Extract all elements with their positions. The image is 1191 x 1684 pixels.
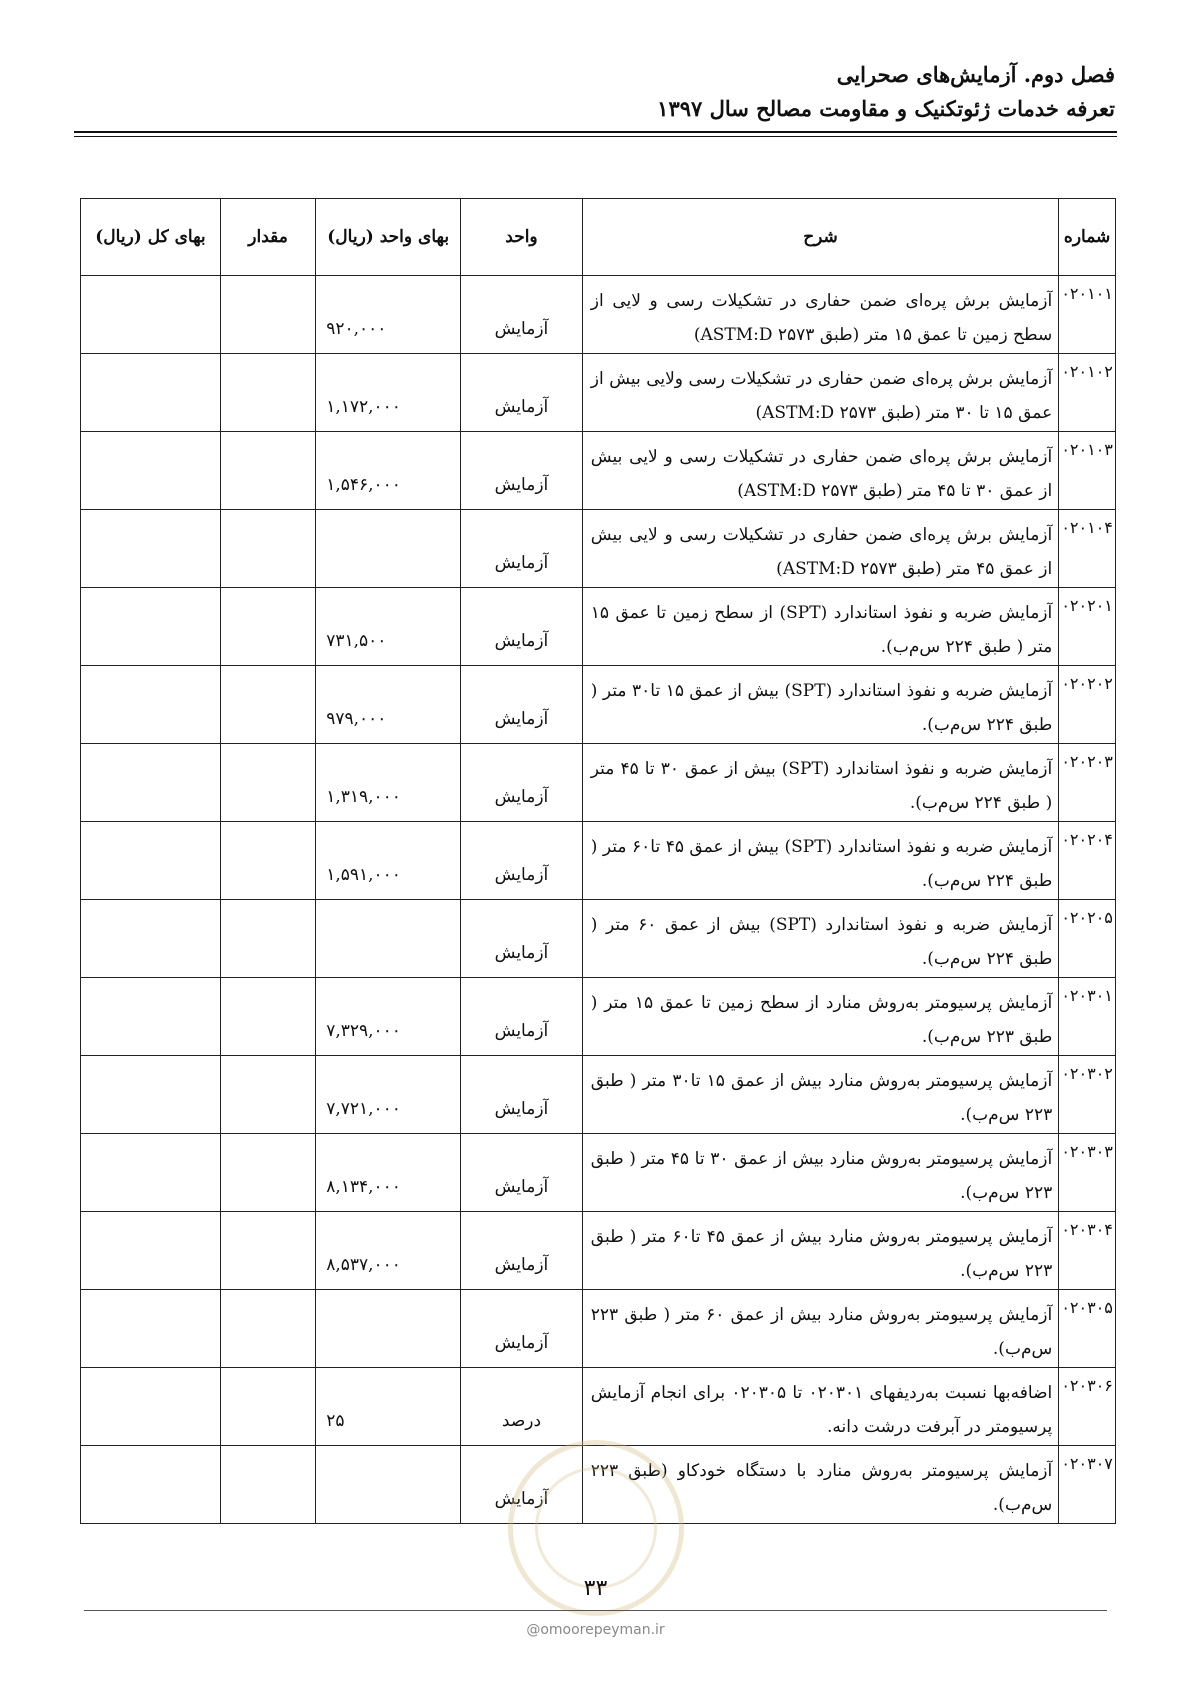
row-unit-price: ۷۳۱,۵۰۰ <box>316 588 461 666</box>
row-code: ۰۲۰۲۰۳ <box>1059 744 1116 822</box>
row-description: آزمایش برش پره‌ای ضمن حفاری در تشکیلات رسی و لایی بیش از عمق ۴۵ متر (طبق ASTM:D ۲۵۷۳) <box>582 510 1058 588</box>
row-code: ۰۲۰۱۰۳ <box>1059 432 1116 510</box>
row-unit: آزمایش <box>461 432 583 510</box>
footer-rule <box>84 1610 1107 1611</box>
row-unit: آزمایش <box>461 978 583 1056</box>
row-unit: آزمایش <box>461 1212 583 1290</box>
row-unit-price: ۱,۳۱۹,۰۰۰ <box>316 744 461 822</box>
row-quantity <box>220 822 315 900</box>
row-total-price <box>81 276 221 354</box>
row-unit: آزمایش <box>461 354 583 432</box>
row-unit-price: ۸,۵۳۷,۰۰۰ <box>316 1212 461 1290</box>
row-description: اضافه‌بها نسبت به‌ردیفهای ۰۲۰۳۰۱ تا ۰۲۰۳۰۵ برای انجام آزمایش پرسیومتر در آبرفت درشت دانه. <box>582 1368 1058 1446</box>
row-total-price <box>81 1212 221 1290</box>
row-total-price <box>81 978 221 1056</box>
header-rule-thin <box>74 136 1117 137</box>
row-description: آزمایش ضربه و نفوذ استاندارد (SPT) از سطح زمین تا عمق ۱۵ متر ( طبق ۲۲۴ س‌م‌ب). <box>582 588 1058 666</box>
row-unit-price: ۹۲۰,۰۰۰ <box>316 276 461 354</box>
row-description: آزمایش برش پره‌ای ضمن حفاری در تشکیلات رسی ولایی بیش از عمق ۱۵ تا ۳۰ متر (طبق ASTM:D ۲۵۷۳) <box>582 354 1058 432</box>
row-quantity <box>220 1368 315 1446</box>
row-quantity <box>220 1290 315 1368</box>
row-code: ۰۲۰۱۰۱ <box>1059 276 1116 354</box>
row-code: ۰۲۰۲۰۱ <box>1059 588 1116 666</box>
row-quantity <box>220 978 315 1056</box>
table-header-row <box>81 199 1116 276</box>
row-description: آزمایش ضربه و نفوذ استاندارد (SPT) بیش از عمق ۴۵ تا۶۰ متر ( طبق ۲۲۴ س‌م‌ب). <box>582 822 1058 900</box>
row-code: ۰۲۰۱۰۲ <box>1059 354 1116 432</box>
row-quantity <box>220 1212 315 1290</box>
table-row <box>81 744 1116 822</box>
row-unit-price <box>316 1446 461 1524</box>
row-total-price <box>81 666 221 744</box>
row-unit-price: ۷,۳۲۹,۰۰۰ <box>316 978 461 1056</box>
row-description: آزمایش ضربه و نفوذ استاندارد (SPT) بیش از عمق ۳۰ تا ۴۵ متر ( طبق ۲۲۴ س‌م‌ب). <box>582 744 1058 822</box>
row-description: آزمایش ضربه و نفوذ استاندارد (SPT) بیش از عمق ۱۵ تا۳۰ متر ( طبق ۲۲۴ س‌م‌ب). <box>582 666 1058 744</box>
row-code: ۰۲۰۳۰۱ <box>1059 978 1116 1056</box>
row-unit-price <box>316 900 461 978</box>
table-row <box>81 900 1116 978</box>
row-unit: آزمایش <box>461 588 583 666</box>
row-total-price <box>81 1134 221 1212</box>
row-total-price <box>81 744 221 822</box>
row-code: ۰۲۰۲۰۵ <box>1059 900 1116 978</box>
row-quantity <box>220 276 315 354</box>
page-number: ۳۳ <box>583 1576 608 1601</box>
row-unit: آزمایش <box>461 276 583 354</box>
row-description: آزمایش پرسیومتر به‌روش منارد از سطح زمین تا عمق ۱۵ متر ( طبق ۲۲۳ س‌م‌ب). <box>582 978 1058 1056</box>
row-code: ۰۲۰۲۰۴ <box>1059 822 1116 900</box>
row-unit: آزمایش <box>461 900 583 978</box>
row-unit-price <box>316 510 461 588</box>
row-unit: آزمایش <box>461 1056 583 1134</box>
col-header-quantity: مقدار <box>220 199 315 276</box>
chapter-title: فصل دوم. آزمایش‌های صحرایی <box>836 62 1115 87</box>
row-total-price <box>81 354 221 432</box>
col-header-number: شماره <box>1059 199 1116 276</box>
row-unit: آزمایش <box>461 510 583 588</box>
row-quantity <box>220 354 315 432</box>
row-unit-price: ۱,۱۷۲,۰۰۰ <box>316 354 461 432</box>
row-unit-price <box>316 1290 461 1368</box>
table-row <box>81 1290 1116 1368</box>
row-total-price <box>81 1446 221 1524</box>
table-row <box>81 1134 1116 1212</box>
row-total-price <box>81 432 221 510</box>
row-code: ۰۲۰۲۰۲ <box>1059 666 1116 744</box>
document-title: تعرفه خدمات ژئوتکنیک و مقاومت مصالح سال ۱۳۹۷ <box>657 96 1115 121</box>
row-unit: درصد <box>461 1368 583 1446</box>
row-description: آزمایش ضربه و نفوذ استاندارد (SPT) بیش از عمق ۶۰ متر ( طبق ۲۲۴ س‌م‌ب). <box>582 900 1058 978</box>
row-unit: آزمایش <box>461 1290 583 1368</box>
row-description: آزمایش پرسیومتر به‌روش منارد بیش از عمق ۱۵ تا۳۰ متر ( طبق ۲۲۳ س‌م‌ب). <box>582 1056 1058 1134</box>
row-code: ۰۲۰۳۰۳ <box>1059 1134 1116 1212</box>
row-total-price <box>81 822 221 900</box>
row-code: ۰۲۰۳۰۵ <box>1059 1290 1116 1368</box>
tariff-table <box>80 198 1116 1524</box>
table-row <box>81 978 1116 1056</box>
table-row <box>81 432 1116 510</box>
row-unit-price: ۷,۷۲۱,۰۰۰ <box>316 1056 461 1134</box>
row-description: آزمایش پرسیومتر به‌روش منارد بیش از عمق ۶۰ متر ( طبق ۲۲۳ س‌م‌ب). <box>582 1290 1058 1368</box>
row-quantity <box>220 432 315 510</box>
row-total-price <box>81 1368 221 1446</box>
table-row <box>81 510 1116 588</box>
row-total-price <box>81 588 221 666</box>
row-quantity <box>220 588 315 666</box>
row-quantity <box>220 900 315 978</box>
row-code: ۰۲۰۱۰۴ <box>1059 510 1116 588</box>
table-row <box>81 588 1116 666</box>
row-unit: آزمایش <box>461 1446 583 1524</box>
table-row <box>81 1056 1116 1134</box>
col-header-description: شرح <box>582 199 1058 276</box>
row-unit-price: ۱,۵۹۱,۰۰۰ <box>316 822 461 900</box>
table-row <box>81 666 1116 744</box>
row-code: ۰۲۰۳۰۲ <box>1059 1056 1116 1134</box>
row-unit-price: ۸,۱۳۴,۰۰۰ <box>316 1134 461 1212</box>
row-code: ۰۲۰۳۰۴ <box>1059 1212 1116 1290</box>
website-label: @omoorepeyman.ir <box>526 1622 665 1638</box>
row-description: آزمایش برش پره‌ای ضمن حفاری در تشکیلات رسی و لایی بیش از عمق ۳۰ تا ۴۵ متر (طبق ASTM:D ۲۵۷۳) <box>582 432 1058 510</box>
row-total-price <box>81 510 221 588</box>
col-header-total-price: بهای کل (ریال) <box>81 199 221 276</box>
table-row <box>81 276 1116 354</box>
row-description: آزمایش پرسیومتر به‌روش منارد با دستگاه خودکاو (طبق ۲۲۳ س‌م‌ب). <box>582 1446 1058 1524</box>
table-row <box>81 354 1116 432</box>
row-total-price <box>81 1056 221 1134</box>
row-quantity <box>220 744 315 822</box>
row-quantity <box>220 1134 315 1212</box>
row-total-price <box>81 900 221 978</box>
header-rule <box>74 131 1117 133</box>
row-quantity <box>220 666 315 744</box>
row-quantity <box>220 1056 315 1134</box>
row-quantity <box>220 510 315 588</box>
row-description: آزمایش پرسیومتر به‌روش منارد بیش از عمق ۳۰ تا ۴۵ متر ( طبق ۲۲۳ س‌م‌ب). <box>582 1134 1058 1212</box>
row-unit: آزمایش <box>461 666 583 744</box>
col-header-unit-price: بهای واحد (ریال) <box>316 199 461 276</box>
row-unit-price: ۹۷۹,۰۰۰ <box>316 666 461 744</box>
row-unit-price: ۲۵ <box>316 1368 461 1446</box>
col-header-unit: واحد <box>461 199 583 276</box>
row-unit: آزمایش <box>461 1134 583 1212</box>
row-description: آزمایش پرسیومتر به‌روش منارد بیش از عمق ۴۵ تا۶۰ متر ( طبق ۲۲۳ س‌م‌ب). <box>582 1212 1058 1290</box>
row-unit: آزمایش <box>461 822 583 900</box>
table-row <box>81 1212 1116 1290</box>
row-unit: آزمایش <box>461 744 583 822</box>
row-total-price <box>81 1290 221 1368</box>
row-description: آزمایش برش پره‌ای ضمن حفاری در تشکیلات رسی و لایی از سطح زمین تا عمق ۱۵ متر (طبق ASTM:D ۲۵۷۳) <box>582 276 1058 354</box>
row-quantity <box>220 1446 315 1524</box>
row-code: ۰۲۰۳۰۷ <box>1059 1446 1116 1524</box>
row-code: ۰۲۰۳۰۶ <box>1059 1368 1116 1446</box>
row-unit-price: ۱,۵۴۶,۰۰۰ <box>316 432 461 510</box>
table-row <box>81 1368 1116 1446</box>
table-row <box>81 822 1116 900</box>
